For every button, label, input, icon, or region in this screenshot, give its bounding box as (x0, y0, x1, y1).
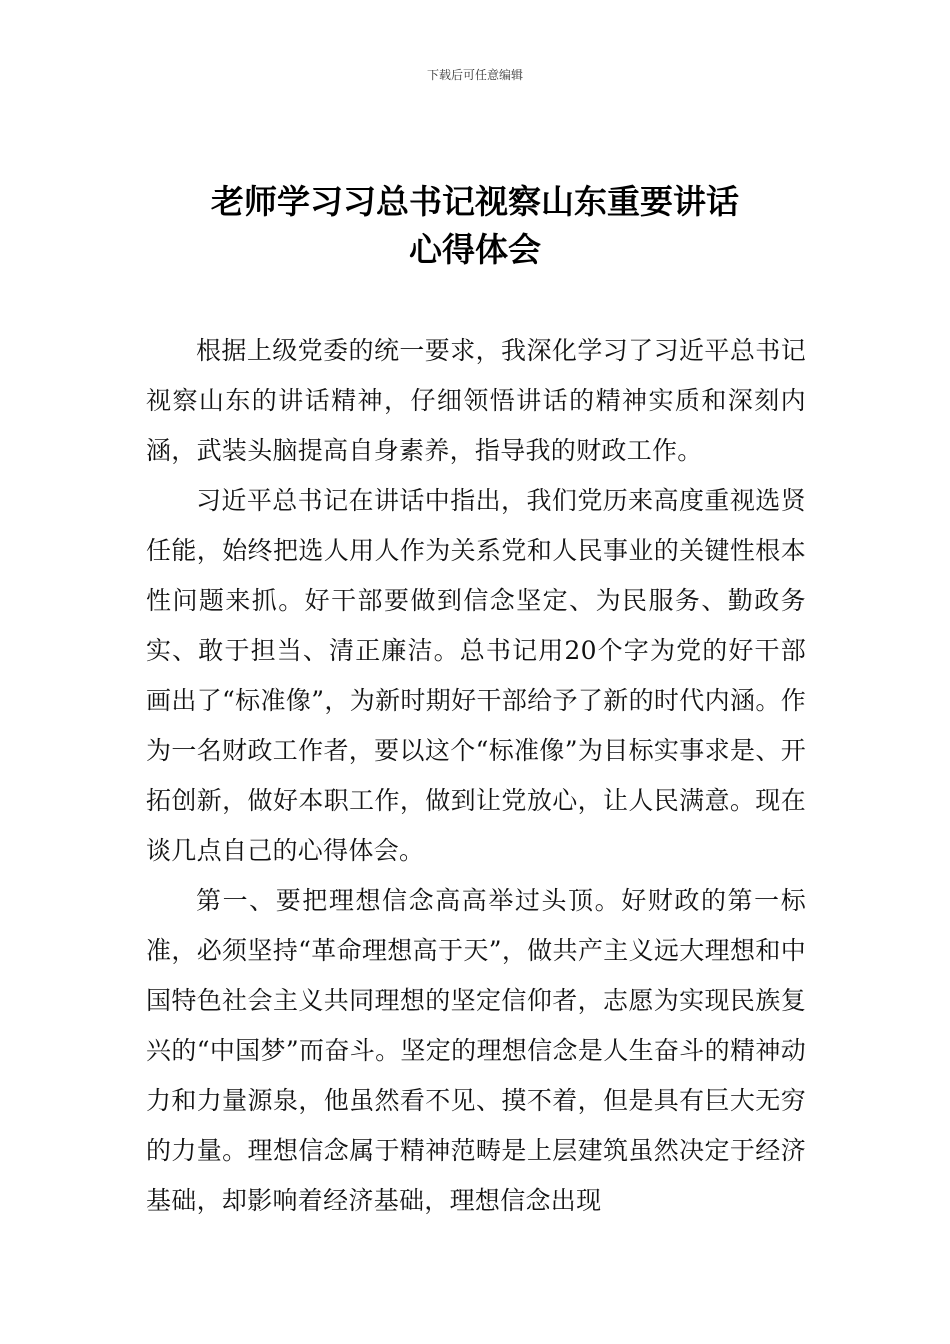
document-body (146, 326, 806, 1226)
title-line-2: 心得体会 (409, 230, 541, 269)
paragraph: 习近平总书记在讲话中指出，我们党历来高度重视选贤任能，始终把选人用人作为关系党和人民事业的关键性根本性问题来抓。好干部要做到信念坚定、为民服务、勤政务实、敢于担当、清正廉洁。总书记用20个字为党的好干部画出了“标准像”，为新时期好干部给予了新的时代内涵。作为一名财政工作者，要以这个“标准像”为目标实事求是、开拓创新，做好本职工作，做到让党放心，让人民满意。现在谈几点自己的心得体会。 (146, 486, 806, 865)
title-line-1: 老师学习习总书记视察山东重要讲话 (211, 182, 739, 221)
paragraph: 根据上级党委的统一要求，我深化学习了习近平总书记视察山东的讲话精神，仔细领悟讲话的精神实质和深刻内涵，武装头脑提高自身素养，指导我的财政工作。 (146, 336, 806, 465)
header-note: 下载后可任意编辑 (426, 68, 523, 82)
paragraph: 第一、要把理想信念高高举过头顶。好财政的第一标准，必须坚持“革命理想高于天”，做共产主义远大理想和中国特色社会主义共同理想的坚定信仰者，志愿为实现民族复兴的“中国梦”而奋斗。坚定的理想信念是人生奋斗的精神动力和力量源泉，他虽然看不见、摸不着，但是具有巨大无穷的力量。理想信念属于精神范畴是上层建筑虽然决定于经济基础，却影响着经济基础，理想信念出现 (146, 886, 806, 1215)
document-title (0, 178, 950, 274)
